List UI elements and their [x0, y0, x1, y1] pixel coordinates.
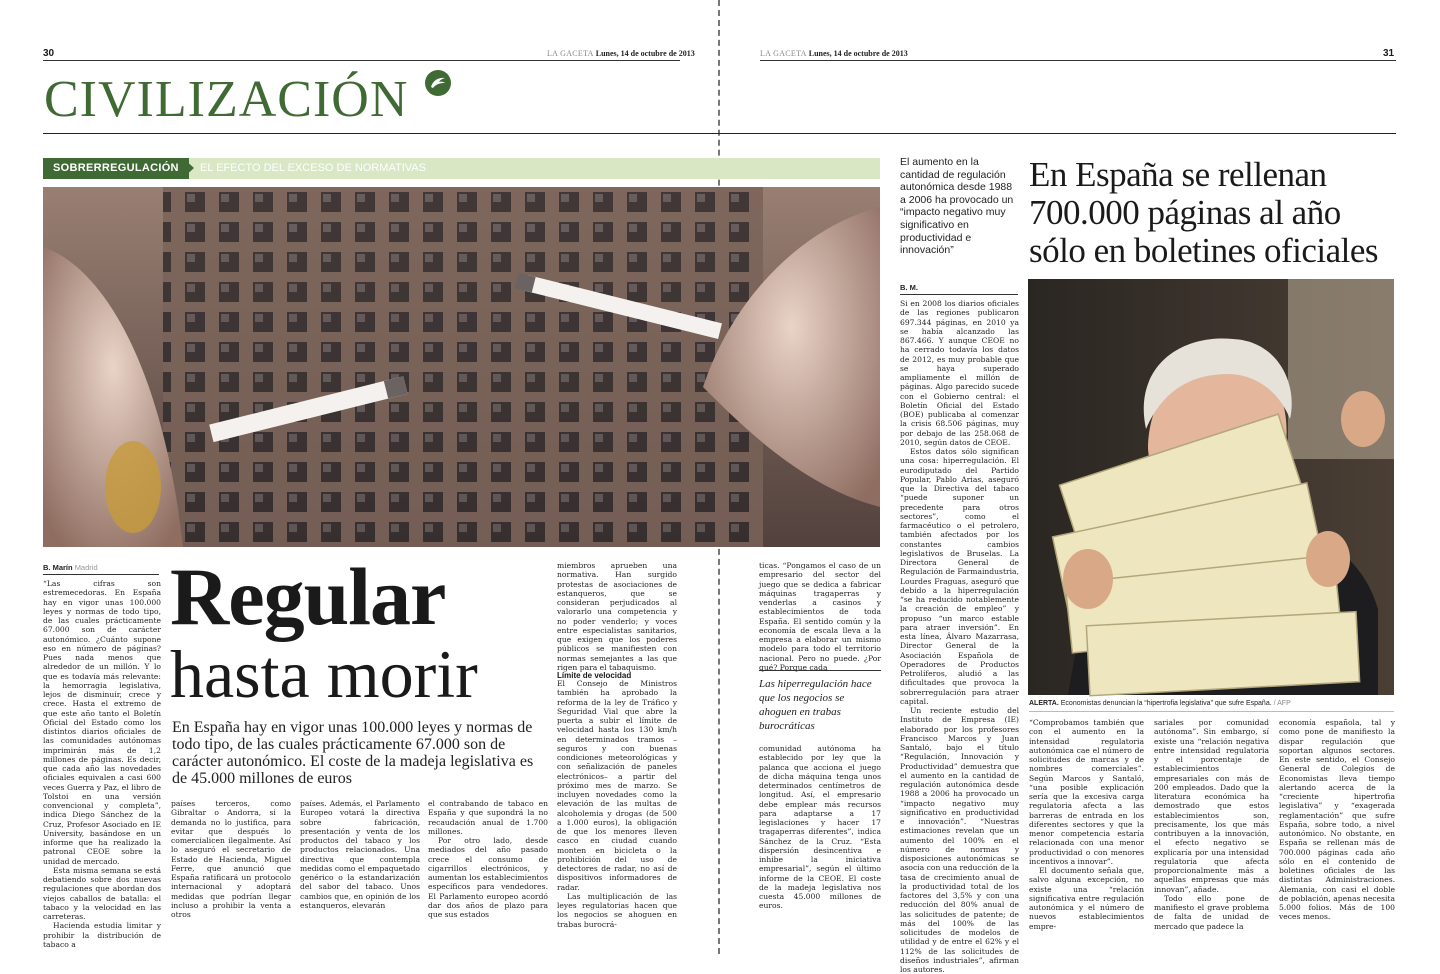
body-column-5-top	[557, 561, 677, 672]
byline-right: B. M.	[900, 283, 918, 292]
byline-city: Madrid	[74, 563, 98, 572]
byline-left	[43, 563, 98, 572]
right-headline-line: 700.000 páginas al año	[1029, 193, 1341, 232]
running-head-left	[547, 49, 695, 58]
body-paragraph: el contrabando de tabaco en España y que supondrá la no recaudación anual de 1.700 millones.	[428, 799, 548, 836]
body-column-6-top	[759, 561, 881, 672]
body-paragraph: Estos datos sólo significan una cosa: hiperregulación. El eurodiputado del Partido Popular, Pablo Arias, aseguró que la Directiva del tabaco “puede suponer un precedente para otros sectores”, como el farmacéutico o el petrolero, también afectados por los constantes cambios legislativos de Bruselas. La Directora General de Regulación de Farmaindustria, Lourdes Fraguas, aseguró que debido a la hiperregulación “se ha reducido notablemente la creación de empleo” y propuso “un marco estable para atraer inversión”. En esta línea, Álvaro Mazarrasa, Director General de la Asociación Española de Operadores de Productos Petrolíferos, aludió a las dificultades que provoca la sobrerregulación para atraer capital.	[900, 447, 1019, 706]
section-title: CIVILIZACIÓN	[44, 71, 409, 128]
body-paragraph: Un reciente estudio del Instituto de Empresa (IE) elaborado por los profesores Francisco Marcos y Juan Santaló, bajo el título “Regulación, Innovación y Productividad” demuestra que el aumento en la cantidad de regulación autonómica desde 1988 a 2006 ha provocado un “impacto negativo muy significativo en productividad e innovación”. “Nuestras estimaciones revelan que un aumento del 100% en el número de normas y disposiciones autonómicas se asocia con una reducción de la tasa de crecimiento anual de la productividad total de los factores del 3,5% y con una reducción del 80% anual de las solicitudes de patente; de más del 100% de las solicitudes de modelos de utilidad y de entre el 62% y el 112% de las solicitudes de diseños industriales”, afirman los autores.	[900, 706, 1019, 974]
body-paragraph: El Consejo de Ministros también ha aprobado la reforma de la ley de Tráfico y Seguridad Vial que abre la puerta a subir el límite de velocidad hasta los 130 km/h en determinados tramos –seguros y con buenas condiciones meteorológicas y con señalización de paneles electrónicos– a partir del próximo mes de marzo. Se incluyen novedades como la elevación de las multas de alcoholemia y drogas (de 500 a 1.000 euros), la obligación de que los menores lleven casco en ciudad cuando monten en bicicleta o la prohibición del uso de detectores de radar, no así de dispositivos informadores de radar.	[557, 679, 677, 892]
page-number-left: 30	[43, 48, 55, 59]
body-paragraph: países. Además, el Parlamento Europeo votará la directiva sobre fabricación, presentación y venta de los productos del tabaco y los productos relacionados. Una directiva que contempla medidas como el empaquetado genérico o la estandarización del sabor del tabaco. Unos cambios que, en opinión de los estanqueros, elevarán	[300, 799, 420, 910]
main-photo-cigarettes	[43, 187, 880, 547]
body-paragraph: Si en 2008 los diarios oficiales de las regiones publicaron 697.344 páginas, en 2010 ya se había alcanzado las 867.466. Y aunque CEOE no ha cerrado todavía los datos de 2012, es muy probable que se haya superado ampliamente el millón de páginas. Algo parecido sucede con el Gobierno central: el Boletín Oficial del Estado (BOE) publicaba al comenzar la crisis 68.506 páginas, muy por debajo de las 258.068 de 2010, según datos de CEOE.	[900, 299, 1019, 447]
page-number-right: 31	[1383, 48, 1395, 59]
side-quote: El aumento en la cantidad de regulación autonómica desde 1988 a 2006 ha provocado un “impacto negativo muy significativo en productividad e innovación”	[900, 156, 1014, 257]
body-column-r2	[1154, 718, 1269, 931]
kicker-text: EL EFECTO DEL EXCESO DE NORMATIVAS	[200, 162, 426, 174]
body-paragraph: “Las cifras son estremecedoras. En España hay en vigor unas 100.000 leyes y normas de todo tipo, de las cuales prácticamente 67.000 son de carácter autonómico. ¿Cuánto supone eso en número de páginas? Pues nada menos que alrededor de un millón. Y lo que es todavía más relevante: la hemorragia legislativa, lejos de disminuir, crece y crece. Hasta el extremo de que este año tanto el Boletín Oficial del Estado como los distintos diarios oficiales de las comunidades autónomas imprimirán más de 1,2 millones de páginas. Es decir, que cada año las novedades oficiales equivalen a casi 600 veces Guerra y Paz, el libro de Tolstoi en una versión convencional y completa”, indica Diego Sánchez de la Cruz, Profesor Asociado en IE University, basándose en un informe que ha realizado la patronal CEOE sobre la unidad de mercado.	[43, 579, 161, 866]
right-headline-line: En España se rellenan	[1029, 155, 1327, 194]
photo-caption	[1029, 700, 1291, 707]
brand-name: LA GACETA	[547, 49, 594, 58]
body-paragraph: Esta misma semana se está debatiendo sobre dos nuevas regulaciones que abordan dos viejos caballos de batalla: el tabaco y la velocidad en las carreteras.	[43, 865, 161, 921]
body-paragraph: El documento señala que, salvo alguna excepción, no existe una “relación significativa entre regulación autonómica y el número de nuevos establecimientos empre-	[1029, 866, 1144, 931]
body-paragraph: países terceros, como Gibraltar o Andorra, si la demanda no lo justifica, para evitar que después lo comercialicen ilegalmente. Así lo aseguró el secretario de Estado de Hacienda, Miguel Ferre, que anunció que España ratificará un protocolo internacional y adoptará medidas que podrían llegar incluso a prohibir la venta a otros	[171, 799, 291, 919]
headline-line-1: Regular	[170, 551, 446, 642]
pull-quote: Las hiperregulación hace que los negocios se ahoguen en trabas burocráticas	[759, 670, 881, 733]
body-paragraph: comunidad autónoma ha establecido por ley que la palanca que acciona el juego de dicha máquina tenga unos determinados centímetros de longitud. Así, el empresario debe emplear más recursos para adaptarse a 17 legislaciones y hacer 17 tragaperras diferentes”, indica Sánchez de la Cruz. “Esta dispersión desincentiva e inhibe la iniciativa empresarial”, según el último informe de la CEOE. El coste de la madeja legislativa nos cuesta 45.000 millones de euros.	[759, 744, 881, 911]
right-headline-line: sólo en boletines oficiales	[1029, 231, 1379, 270]
body-column-r3	[1279, 718, 1395, 922]
body-column-1	[43, 579, 161, 949]
body-paragraph: “Comprobamos también que con el aumento en la intensidad regulatoria autonómica cae el número de solicitudes de marcas y de nombres comerciales”. Según Marcos y Santaló, “una posible explicación sería que la excesiva carga regulatoria afecta a las barreras de entrada en los diferentes sectores y que la menor competencia estaría relacionada con una menor productividad o con menores incentivos a innovar”.	[1029, 718, 1144, 866]
byline-rule-right	[900, 294, 1018, 295]
photo-man-with-binders	[1028, 279, 1394, 695]
issue-date: Lunes, 14 de octubre de 2013	[808, 49, 908, 58]
body-paragraph: economía española, tal y como pone de manifiesto la dispar regulación que soportan algunos sectores. En este sentido, el Consejo General de Colegios de Economistas lleva tiempo alertando acerca de la “creciente hipertrofia legislativa” y “exagerada reglamentación” que sufre España, sobre todo, a nivel autonómico. No obstante, en España se rellenan más de 700.000 páginas cada año sólo en el contenido de boletines oficiales de las distintas Administraciones. Alemania, con casi el doble de población, apenas necesita 5.000 folios. Más de 100 veces menos.	[1279, 718, 1395, 922]
body-paragraph: Todo ello pone de manifiesto el grave problema de falta de unidad de mercado que padece la	[1154, 893, 1269, 931]
body-column-4	[428, 799, 548, 919]
kicker-tag: SOBRERREGULACIÓN	[43, 158, 189, 179]
body-column-r1	[1029, 718, 1144, 931]
section-rule	[43, 133, 1396, 134]
author-name: B. Marín	[43, 563, 73, 572]
kicker-arrow	[183, 158, 194, 178]
running-head-right	[760, 49, 908, 58]
brand-name: LA GACETA	[760, 49, 807, 58]
right-headline	[1029, 156, 1399, 270]
issue-date: Lunes, 14 de octubre de 2013	[595, 49, 695, 58]
body-paragraph: Hacienda estudia limitar y prohibir la distribución de tabaco a	[43, 921, 161, 949]
header-rule-left	[43, 60, 680, 61]
subheading: Límite de velocidad	[557, 671, 632, 680]
caption-label: ALERTA.	[1029, 700, 1059, 707]
article-deck: En España hay en vigor unas 100.000 leyes y normas de todo tipo, de las cuales prácticamente 67.000 son de carácter autonómico. El coste de la madeja legislativa es de 45.000 millones de euros	[172, 719, 534, 787]
headline-line-2: hasta morir	[170, 636, 478, 712]
caption-credit: / AFP	[1273, 700, 1291, 707]
caption-text: Economistas denuncian la “hipertrofia legislativa” que sufre España.	[1060, 700, 1272, 707]
body-column-side	[900, 299, 1019, 974]
body-column-6-bottom	[759, 744, 881, 911]
body-column-3	[300, 799, 420, 910]
body-column-2	[171, 799, 291, 919]
body-paragraph: sariales por comunidad autónoma”. Sin embargo, sí existe una “relación negativa entre intensidad regulatoria y el porcentaje de establecimientos empresariales con más de 200 empleados. Dado que la literatura económica ha demostrado que estos establecimientos son, precisamente, los que más contribuyen a la innovación, el efecto negativo se explicaría por una intensidad regulatoria que afecta proporcionalmente más a aquellas empresas que más innovan”, añade.	[1154, 718, 1269, 894]
body-paragraph: Por otro lado, desde mediados del año pasado crece el consumo de cigarrillos electrónicos, y aumentan los establecimientos específicos para vendedores. El Parlamento europeo acordó dar dos años de plazo para que sus estados	[428, 836, 548, 919]
body-paragraph: miembros aprueben una normativa. Han surgido protestas de asociaciones de estanqueros, que se consideran perjudicados al valorarlo una competencia y no poder venderlo; y voces entre especialistas sanitarios, que exigen que los poderes públicos se manifiesten con normas semejantes a las que rigen para el tabaquismo.	[557, 561, 677, 672]
body-paragraph: ticas. “Pongamos el caso de un empresario del sector del juego que se dedica a fabricar máquinas tragaperras y venderlas a casinos y establecimientos de toda España. El sentido común y la economía de escala lleva a la empresa a elaborar un mismo modelo para todo el territorio nacional. Pero no puede. ¿Por qué? Porque cada	[759, 561, 881, 672]
caption-rule	[1029, 711, 1394, 712]
byline-rule	[43, 574, 159, 575]
section-logo-icon	[425, 70, 451, 96]
header-rule-right	[760, 60, 1396, 61]
body-paragraph: Las multiplicación de las leyes regulatorias hacen que los negocios se ahoguen en trabas burocrá-	[557, 891, 677, 929]
body-column-5-bottom	[557, 679, 677, 929]
